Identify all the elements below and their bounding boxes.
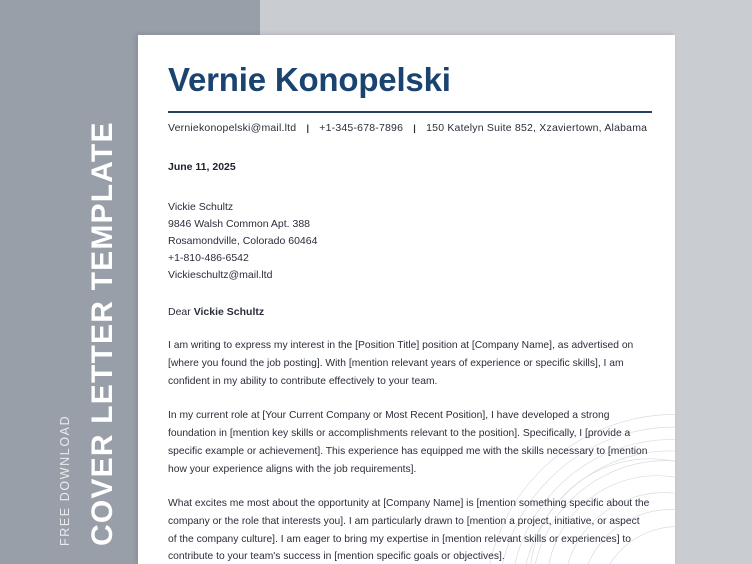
promo-cover-letter-template-label: COVER LETTER TEMPLATE bbox=[86, 121, 119, 546]
letter-body bbox=[168, 337, 651, 564]
body-paragraph: In my current role at [Your Current Company or Most Recent Position], I have developed a strong foundation in [mention key skills or accomplishments relevant to the position]. Specifically, I [provide a specific example or achievement]. This experience has equipped me with the skills necessary to [mention how your experience aligns with the job requirements]. bbox=[168, 410, 648, 475]
letter-date: June 11, 2025 bbox=[168, 161, 236, 174]
contact-info-line bbox=[168, 122, 651, 134]
recipient-city-state-zip: Rosamondville, Colorado 60464 bbox=[168, 235, 318, 248]
contact-separator-2: | bbox=[413, 123, 416, 134]
contact-separator-1: | bbox=[306, 123, 310, 134]
salutation-line bbox=[168, 306, 651, 318]
recipient-street: 9846 Walsh Common Apt. 388 bbox=[168, 218, 311, 231]
promo-sidebar bbox=[0, 0, 138, 564]
letter-content bbox=[168, 35, 651, 564]
recipient-phone: +1-810-486-6542 bbox=[168, 252, 249, 265]
contact-phone: +1-345-678-7896 bbox=[319, 122, 404, 135]
header-divider bbox=[168, 111, 652, 113]
body-paragraph: What excites me most about the opportunity at [Company Name] is [mention something specific about the company or the role that interests you]. I am particularly drawn to [mention a project, initiative, or aspect of the company culture]. I am eager to bring my expertise in [mention relevant skills or experiences] to contribute to your team's success in [mention specific goals or objectives]. bbox=[168, 498, 650, 563]
contact-email: Verniekonopelski@mail.ltd bbox=[168, 122, 297, 135]
page-title: Vernie Konopelski bbox=[168, 61, 451, 98]
salutation-greeting: Dear bbox=[168, 306, 194, 319]
recipient-email: Vickieschultz@mail.ltd bbox=[168, 269, 273, 282]
salutation-recipient-name: Vickie Schultz bbox=[193, 306, 265, 319]
letter-page bbox=[138, 35, 675, 564]
recipient-address-block bbox=[168, 199, 651, 284]
contact-address: 150 Katelyn Suite 852, Xzaviertown, Alabama bbox=[426, 122, 648, 135]
recipient-name: Vickie Schultz bbox=[168, 201, 234, 214]
body-paragraph: I am writing to express my interest in the [Position Title] position at [Company Name], as advertised on [where you found the job posting]. With [mention relevant years of experience or specific skills], I am confident in my ability to contribute effectively to your team. bbox=[168, 340, 634, 387]
promo-free-download-label: FREE DOWNLOAD bbox=[58, 414, 72, 546]
